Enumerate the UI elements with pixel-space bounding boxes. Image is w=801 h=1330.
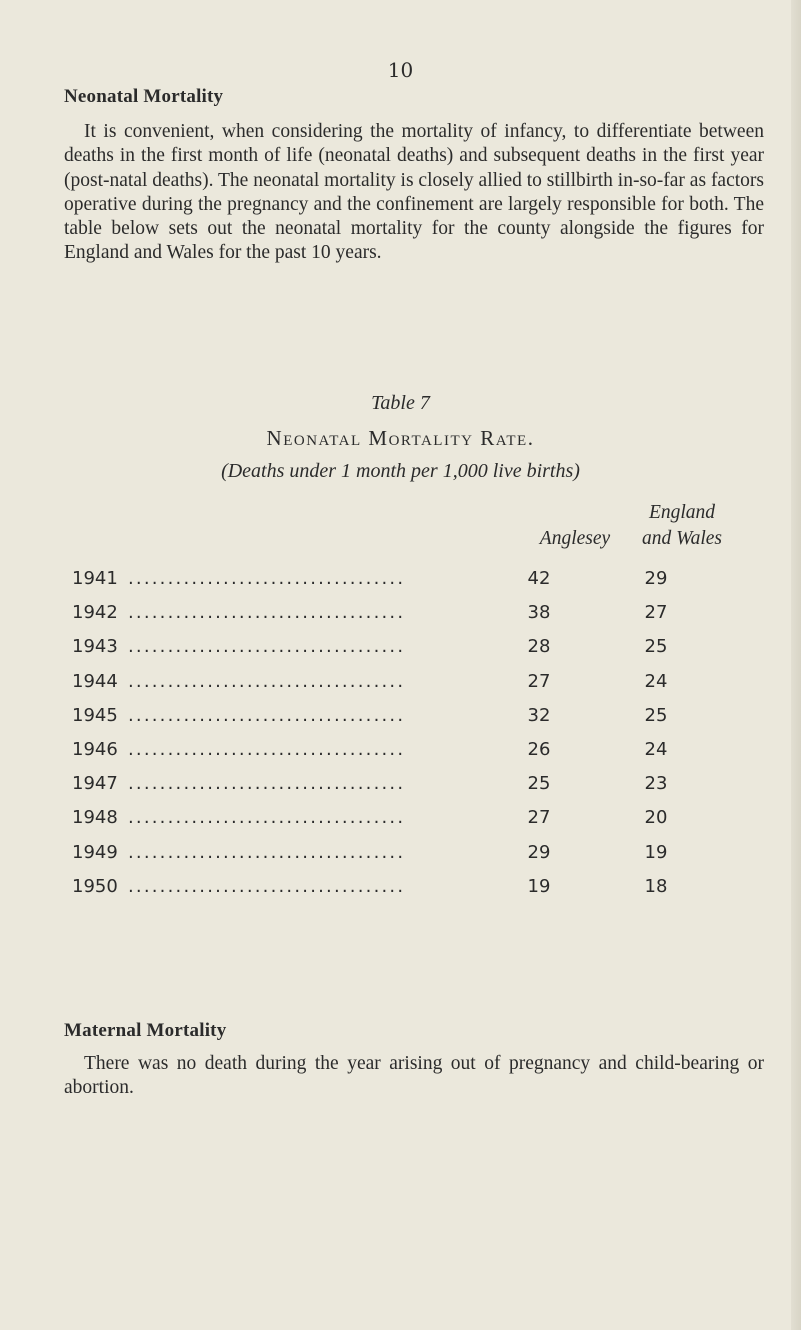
row-year: 1945 <box>72 704 118 726</box>
row-england-wales-value: 25 <box>644 636 668 658</box>
row-year: 1949 <box>72 841 118 863</box>
maternal-mortality-paragraph: There was no death during the year arising out of pregnancy and child-bearing or abortion. <box>64 1053 764 1099</box>
column-header-england-line1: England <box>648 502 716 523</box>
row-anglesey-value: 19 <box>527 875 551 897</box>
table-row <box>72 807 668 835</box>
neonatal-mortality-paragraph: It is convenient, when considering the mortality of infancy, to differentiate between deaths in the first month of life (neonatal deaths) and subsequent deaths in the first year (post-natal deaths). The neonatal mortality is closely allied to stillbirth in-so-far as factors operative during the pregnancy and the confinement are largely responsible for both. The table below sets out the neonatal mortality for the county alongside the figures for England and Wales for the past 10 years. <box>64 121 764 264</box>
row-england-wales-value: 23 <box>644 773 668 795</box>
table-row <box>72 670 668 699</box>
dot-leader: ................................... <box>128 875 406 897</box>
row-anglesey-value: 27 <box>527 670 551 692</box>
dot-leader: ................................... <box>128 602 406 624</box>
table-row <box>72 568 668 596</box>
dot-leader: ................................... <box>128 670 406 692</box>
row-anglesey-value: 28 <box>527 636 551 658</box>
column-header-anglesey: Anglesey <box>539 528 611 549</box>
page-edge <box>791 0 801 1330</box>
row-anglesey-value: 29 <box>527 841 551 863</box>
dot-leader: ................................... <box>128 807 406 829</box>
table-label: Table 7 <box>371 392 430 414</box>
row-england-wales-value: 24 <box>644 739 668 760</box>
row-england-wales-value: 20 <box>644 807 668 829</box>
row-year: 1948 <box>72 807 118 829</box>
row-england-wales-value: 18 <box>644 875 668 897</box>
row-anglesey-value: 25 <box>527 773 551 795</box>
row-year: 1943 <box>72 636 118 658</box>
dot-leader: ................................... <box>128 704 406 726</box>
row-anglesey-value: 42 <box>527 568 551 589</box>
row-year: 1941 <box>72 568 118 589</box>
row-anglesey-value: 26 <box>527 739 551 760</box>
dot-leader: ................................... <box>128 739 406 760</box>
row-england-wales-value: 24 <box>644 670 668 692</box>
row-anglesey-value: 32 <box>527 704 551 726</box>
neonatal-mortality-heading: Neonatal Mortality <box>64 86 224 107</box>
table-title: Neonatal Mortality Rate. <box>266 426 535 450</box>
row-england-wales-value: 25 <box>644 704 668 726</box>
row-anglesey-value: 27 <box>527 807 551 829</box>
row-year: 1944 <box>72 670 118 692</box>
dot-leader: ................................... <box>128 568 406 589</box>
table-row <box>72 704 668 733</box>
row-year: 1946 <box>72 739 118 760</box>
table-row <box>72 773 668 801</box>
table-row <box>72 875 668 904</box>
table-subtitle: (Deaths under 1 month per 1,000 live births) <box>221 460 580 482</box>
table-row <box>72 636 668 664</box>
dot-leader: ................................... <box>128 636 406 658</box>
table-row <box>72 602 668 630</box>
row-anglesey-value: 38 <box>527 602 551 624</box>
dot-leader: ................................... <box>128 773 406 795</box>
row-england-wales-value: 19 <box>644 841 668 863</box>
column-header-england-line2: and Wales <box>642 528 722 549</box>
row-england-wales-value: 29 <box>644 568 668 589</box>
row-year: 1947 <box>72 773 118 795</box>
page-number: 10 <box>387 58 414 82</box>
row-england-wales-value: 27 <box>644 602 668 624</box>
dot-leader: ................................... <box>128 841 406 863</box>
row-year: 1942 <box>72 602 118 624</box>
table-row <box>72 739 668 767</box>
maternal-mortality-heading: Maternal Mortality <box>64 1020 227 1041</box>
row-year: 1950 <box>72 875 118 897</box>
table-row <box>72 841 668 870</box>
